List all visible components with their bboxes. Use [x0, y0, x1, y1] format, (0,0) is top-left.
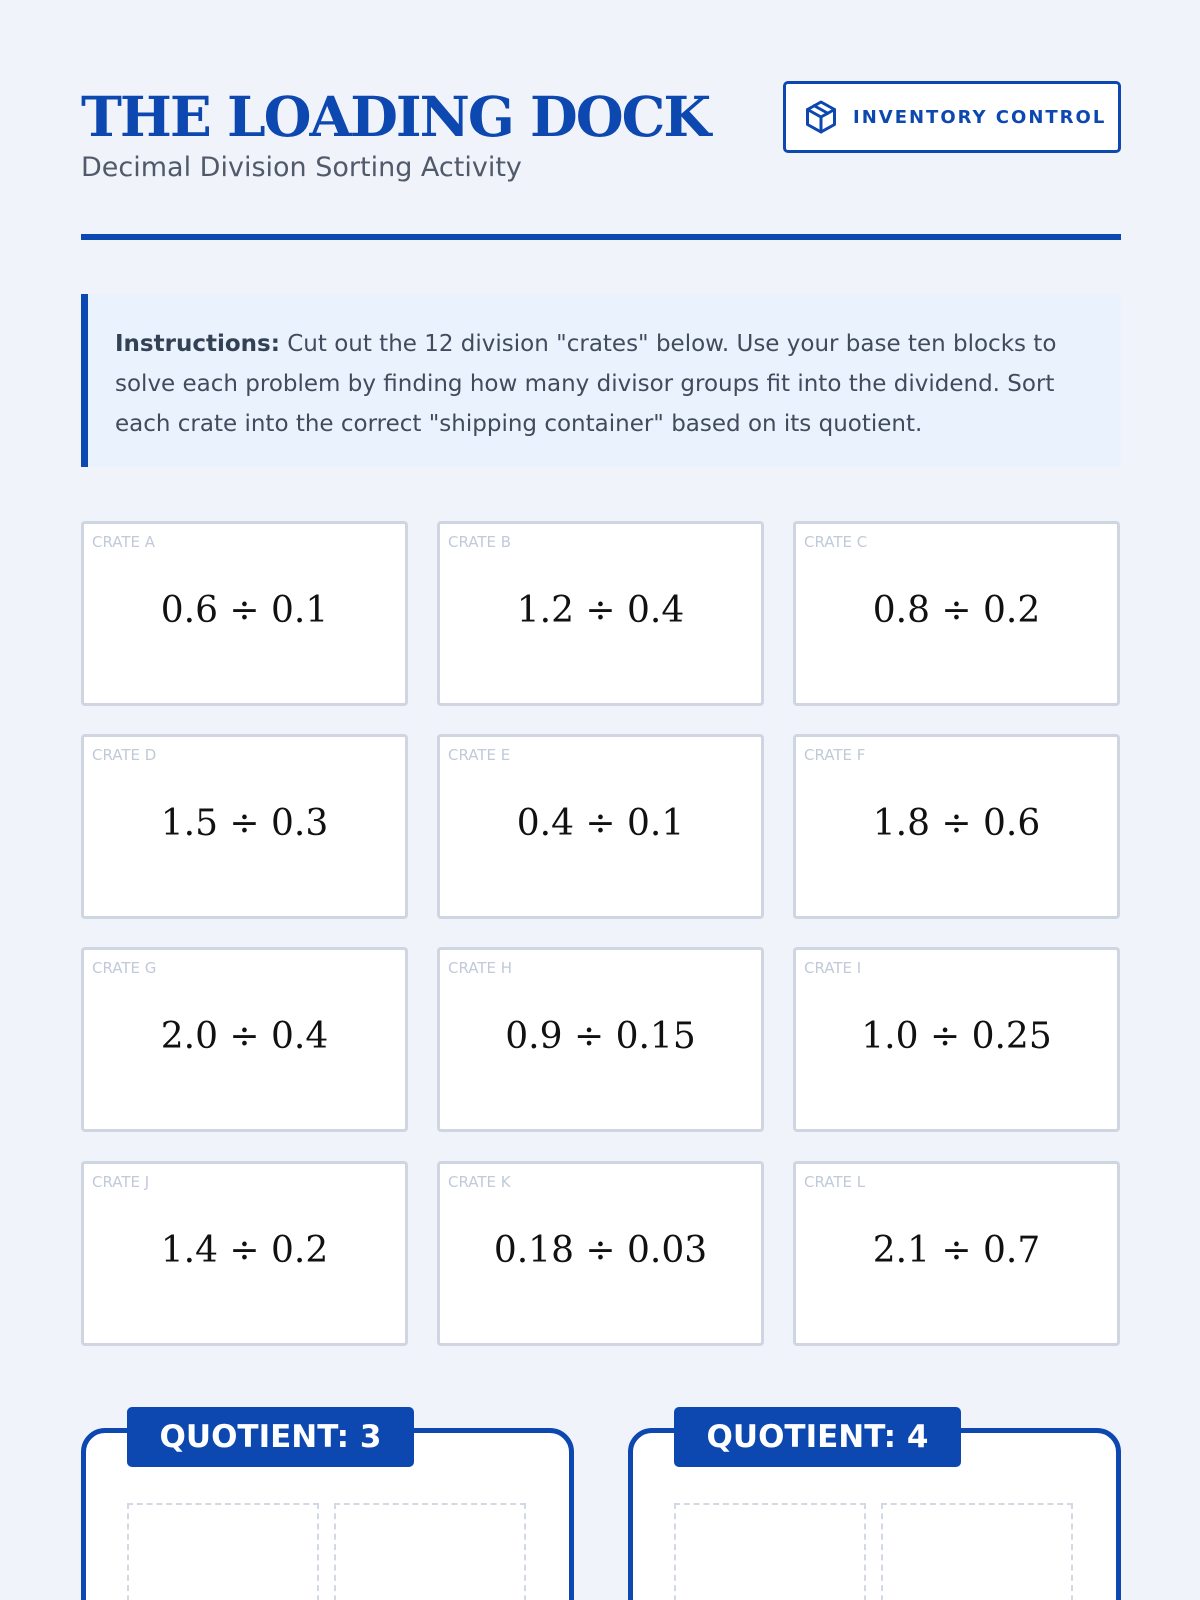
instructions-lead: Instructions: [115, 331, 280, 357]
crate-expression: 1.0 ÷ 0.25 [861, 1016, 1052, 1057]
page-subtitle: Decimal Division Sorting Activity [81, 152, 522, 183]
instructions-text: Cut out the 12 division "crates" below. Use your base ten blocks to solve each problem by finding how many divisor groups fit into the dividend. Sort each crate into the correct "shipping container" based on its quotient. [115, 331, 1057, 437]
crate-card [81, 1161, 408, 1346]
crate-expression: 0.8 ÷ 0.2 [872, 590, 1041, 631]
inventory-control-badge [783, 81, 1121, 153]
crate-card [793, 734, 1120, 919]
crate-expression: 1.5 ÷ 0.3 [160, 803, 329, 844]
container-label: QUOTIENT: 4 [674, 1407, 961, 1467]
instructions-box [81, 294, 1121, 467]
crate-card [437, 947, 764, 1132]
badge-label: INVENTORY CONTROL [853, 106, 1107, 128]
crate-expression: 0.18 ÷ 0.03 [493, 1230, 708, 1271]
crate-expression: 1.4 ÷ 0.2 [160, 1230, 329, 1271]
crate-card [793, 521, 1120, 706]
crate-card [81, 734, 408, 919]
crate-label: CRATE D [92, 746, 157, 764]
crate-label: CRATE H [448, 959, 513, 977]
crate-card [793, 1161, 1120, 1346]
crate-label: CRATE G [92, 959, 157, 977]
crate-label: CRATE J [92, 1173, 150, 1191]
box-icon [803, 99, 839, 135]
crate-drop-slot [127, 1503, 319, 1600]
crate-expression: 1.8 ÷ 0.6 [872, 803, 1041, 844]
crate-label: CRATE A [92, 533, 156, 551]
crate-expression: 0.9 ÷ 0.15 [505, 1016, 696, 1057]
crate-drop-slot [674, 1503, 866, 1600]
crate-label: CRATE F [804, 746, 866, 764]
crate-card [437, 1161, 764, 1346]
crate-label: CRATE C [804, 533, 868, 551]
container-label: QUOTIENT: 3 [127, 1407, 414, 1467]
crate-card [81, 521, 408, 706]
crate-card [437, 521, 764, 706]
header-divider [81, 234, 1121, 240]
page-title: THE LOADING DOCK [81, 84, 710, 149]
crate-expression: 0.6 ÷ 0.1 [160, 590, 329, 631]
crate-drop-slot [881, 1503, 1073, 1600]
crate-label: CRATE I [804, 959, 862, 977]
header [81, 0, 1121, 240]
worksheet-page [81, 0, 1121, 1455]
crate-drop-slot [334, 1503, 526, 1600]
crate-label: CRATE L [804, 1173, 866, 1191]
crate-expression: 0.4 ÷ 0.1 [516, 803, 685, 844]
crate-card [793, 947, 1120, 1132]
crate-label: CRATE B [448, 533, 512, 551]
crate-card [437, 734, 764, 919]
crate-card [81, 947, 408, 1132]
crate-expression: 2.0 ÷ 0.4 [160, 1016, 329, 1057]
crate-expression: 2.1 ÷ 0.7 [872, 1230, 1041, 1271]
crate-expression: 1.2 ÷ 0.4 [516, 590, 685, 631]
crate-label: CRATE K [448, 1173, 511, 1191]
crate-label: CRATE E [448, 746, 511, 764]
